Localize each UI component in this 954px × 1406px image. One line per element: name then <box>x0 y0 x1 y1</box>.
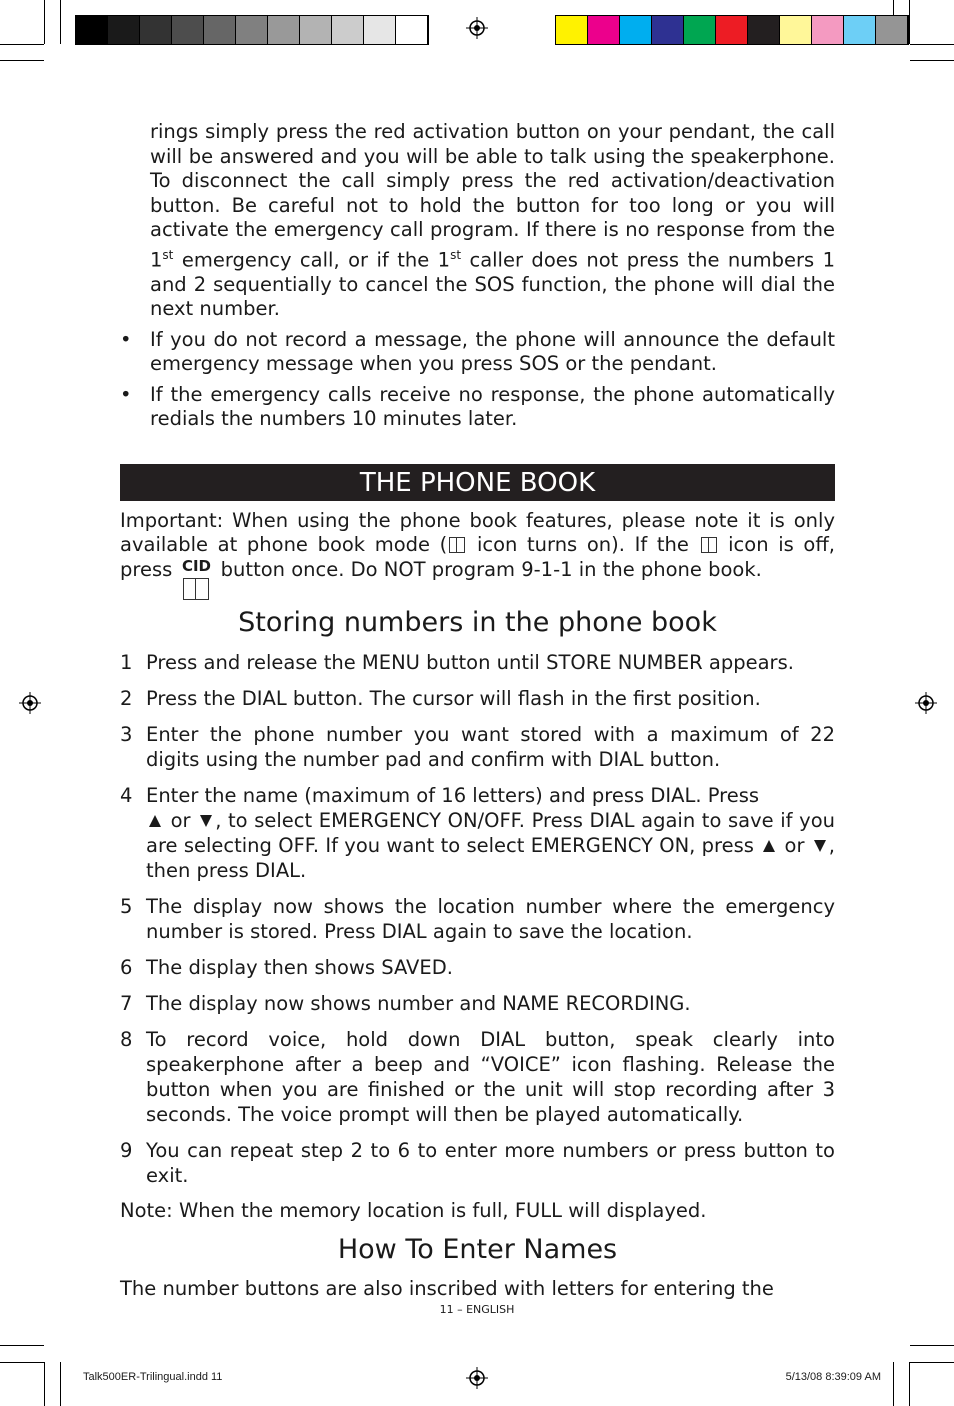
list-item: 3 Enter the phone number you want stored with a maximum of 22 digits using the number pad and confirm with DIAL button. <box>120 722 835 771</box>
up-arrow-icon <box>149 815 161 827</box>
up-arrow-icon <box>763 840 775 852</box>
list-item: 2 Press the DIAL button. The cursor will flash in the first position. <box>120 686 761 710</box>
color-swatch <box>236 16 268 44</box>
color-swatch <box>108 16 140 44</box>
color-swatch <box>364 16 396 44</box>
slug-timestamp: 5/13/08 8:39:09 AM <box>785 1371 881 1383</box>
color-swatch <box>268 16 300 44</box>
list-item: 4 Enter the name (maximum of 16 letters) and press DIAL. Press or , to select EMERGENCY ON/OFF. Press DIAL again to save if you are selecting OFF. If you want to select EMERGENCY ON, press or , then press DIAL. <box>120 783 835 882</box>
list-item: 7 The display now shows number and NAME RECORDING. <box>120 991 691 1015</box>
crop-mark <box>910 1362 954 1363</box>
crop-mark <box>893 1362 894 1406</box>
crop-mark <box>0 44 44 45</box>
color-swatch <box>748 16 780 44</box>
cid-button-icon: CID <box>178 558 214 600</box>
list-item: 8 To record voice, hold down DIAL button, speak clearly into speakerphone after a beep and “VOICE” icon flashing. Release the button when you are finished or the unit will stop recording after 3 seconds. The voice prompt will then be played automatically. <box>120 1027 835 1126</box>
color-swatch <box>300 16 332 44</box>
list-item: • If the emergency calls receive no response, the phone automatically redials the numbers 10 minutes later. <box>120 382 835 430</box>
color-swatch <box>716 16 748 44</box>
slug-filename: Talk500ER-Trilingual.indd 11 <box>83 1371 223 1383</box>
list-item: 1 Press and release the MENU button until STORE NUMBER appears. <box>120 650 794 674</box>
gray-color-bar <box>75 15 429 45</box>
crop-mark <box>0 1345 44 1346</box>
color-swatch <box>556 16 588 44</box>
color-swatch <box>76 16 108 44</box>
crop-mark <box>0 1362 44 1363</box>
crop-mark <box>60 0 61 44</box>
color-swatch <box>396 16 428 44</box>
registration-mark-icon <box>466 17 488 39</box>
crop-mark <box>910 44 954 45</box>
color-swatch <box>844 16 876 44</box>
crop-mark <box>44 1362 45 1406</box>
color-swatch <box>652 16 684 44</box>
intro-paragraph: rings simply press the red activation button on your pendant, the call will be answered and you will be able to talk using the speakerphone. To disconnect the call simply press the red activation/deactivation button. Be careful not to hold the button for too long or you will activate the emergency call program. If there is no response from the 1st emergency call, or if the 1st caller does not press the numbers 1 and 2 sequentially to cancel the SOS function, the phone will dial the next number. <box>150 120 836 320</box>
process-color-bar <box>555 15 909 45</box>
registration-mark-icon <box>466 1367 488 1389</box>
list-item: • If you do not record a message, the phone will announce the default emergency message when you press SOS or the pendant. <box>120 327 835 375</box>
important-note: Important: When using the phone book features, please note it is only available at phone book mode ( icon turns on). If the icon is off, press CID button once. Do NOT program 9-1-1 in the phone book. <box>120 509 835 600</box>
crop-mark <box>0 60 44 61</box>
down-arrow-icon <box>814 840 826 852</box>
phone-book-icon <box>449 537 465 553</box>
color-swatch <box>204 16 236 44</box>
crop-mark <box>909 0 910 44</box>
color-swatch <box>332 16 364 44</box>
list-item: 6 The display then shows SAVED. <box>120 955 453 979</box>
registration-mark-icon <box>19 692 41 714</box>
color-swatch <box>876 16 908 44</box>
memory-note: Note: When the memory location is full, FULL will displayed. <box>120 1198 707 1222</box>
crop-mark <box>910 1345 954 1346</box>
list-item: 5 The display now shows the location number where the emergency number is stored. Press DIAL again to save the location. <box>120 894 835 943</box>
color-swatch <box>780 16 812 44</box>
names-paragraph: The number buttons are also inscribed with letters for entering the <box>120 1277 774 1300</box>
phone-book-icon <box>701 537 717 553</box>
color-swatch <box>620 16 652 44</box>
crop-mark <box>44 0 45 44</box>
down-arrow-icon <box>200 815 212 827</box>
names-heading: How To Enter Names <box>337 1234 618 1265</box>
color-swatch <box>812 16 844 44</box>
crop-mark <box>909 1362 910 1406</box>
list-item: 9 You can repeat step 2 to 6 to enter more numbers or press button to exit. <box>120 1138 835 1187</box>
storing-heading: Storing numbers in the phone book <box>238 606 717 638</box>
registration-mark-icon <box>915 692 937 714</box>
page-footer: 11 – ENGLISH <box>439 1303 515 1316</box>
color-swatch <box>588 16 620 44</box>
section-title: THE PHONE BOOK <box>120 464 835 501</box>
crop-mark <box>60 1362 61 1406</box>
color-swatch <box>684 16 716 44</box>
color-swatch <box>140 16 172 44</box>
color-swatch <box>172 16 204 44</box>
crop-mark <box>910 60 954 61</box>
page-content <box>120 120 835 1302</box>
